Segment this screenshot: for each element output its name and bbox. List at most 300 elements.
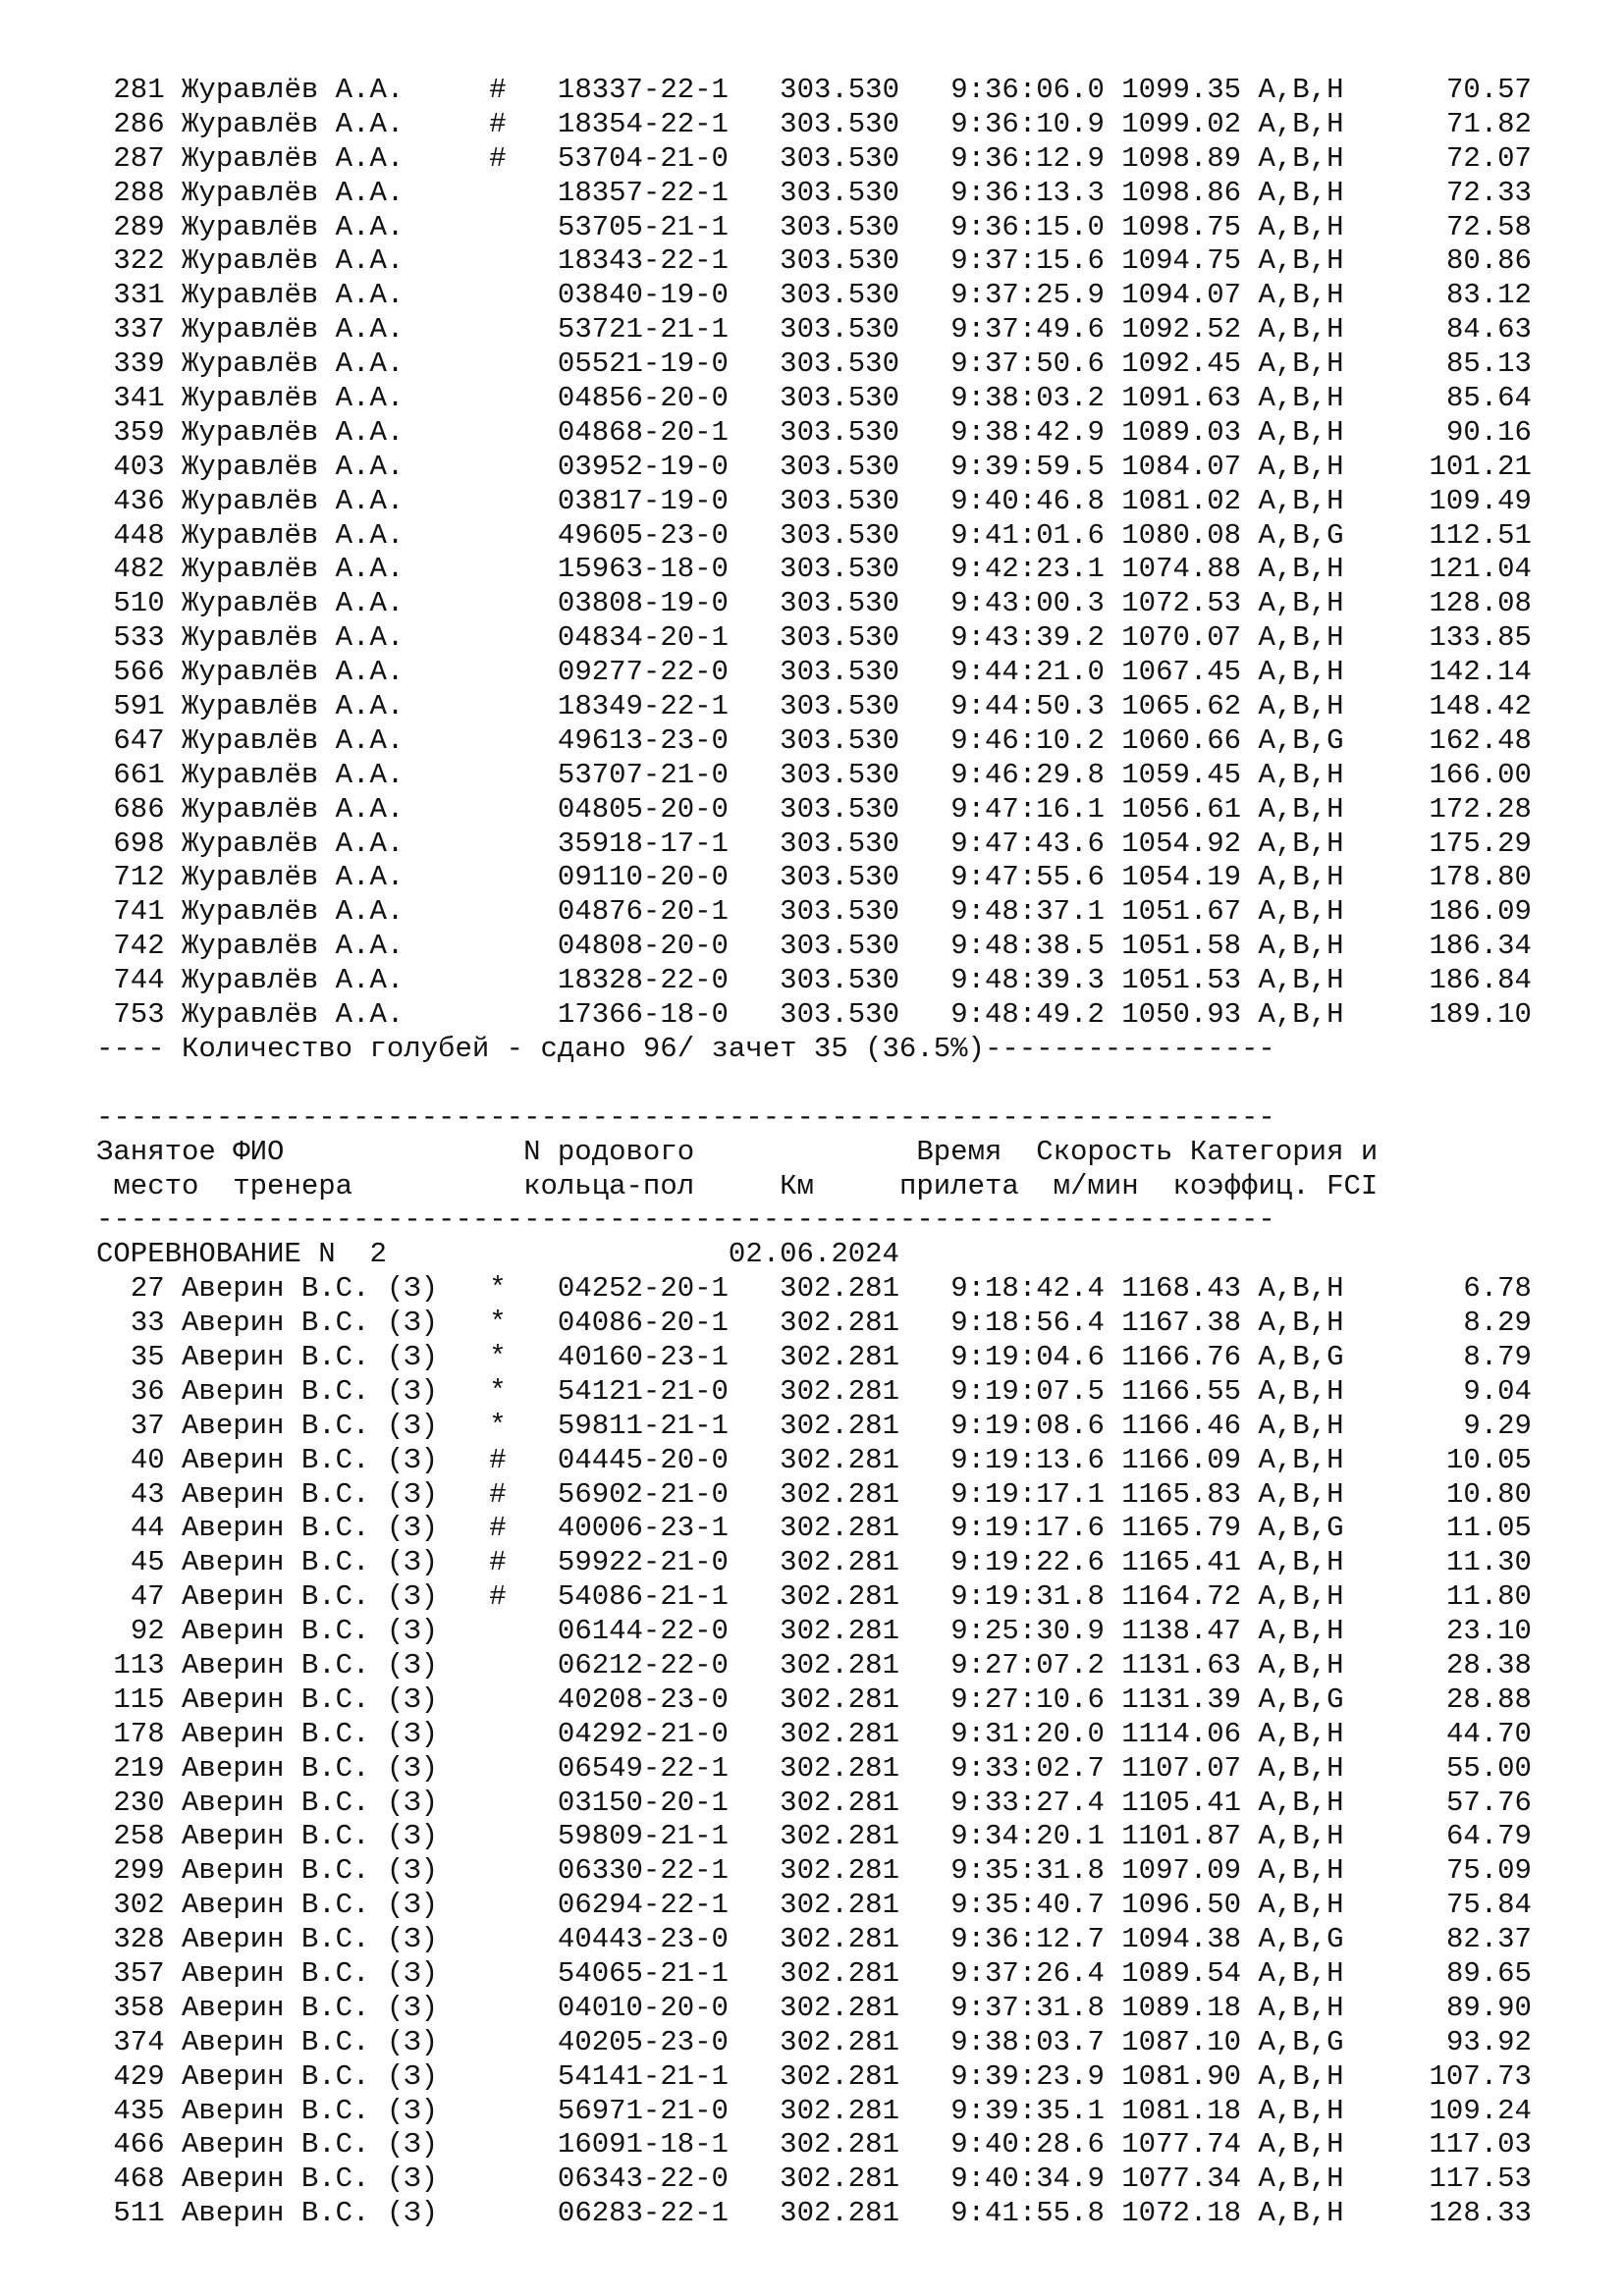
category-cell: A,B,H xyxy=(1258,107,1344,140)
header-name: ФИО xyxy=(233,1135,285,1168)
table-row xyxy=(96,1957,1608,1992)
place-cell: 359 xyxy=(113,415,165,449)
table-row xyxy=(96,244,1608,279)
table-row xyxy=(96,2197,1608,2231)
speed-cell: 1051.53 xyxy=(1121,964,1242,997)
category-cell: A,B,H xyxy=(1258,1580,1344,1614)
place-cell: 686 xyxy=(113,792,165,826)
category-cell: A,B,H xyxy=(1258,2163,1344,2196)
speed-cell: 1165.79 xyxy=(1121,1512,1242,1545)
name-cell: Аверин В.С. (З) xyxy=(182,1717,439,1750)
km-cell: 302.281 xyxy=(780,1409,899,1442)
table-row xyxy=(96,1820,1608,1854)
coefficient-cell: 8.29 xyxy=(1463,1307,1532,1340)
speed-cell: 1050.93 xyxy=(1121,998,1242,1032)
category-cell: A,B,H xyxy=(1258,1648,1344,1682)
speed-cell: 1165.83 xyxy=(1121,1477,1242,1511)
table-row xyxy=(96,587,1608,621)
time-cell: 9:37:25.9 xyxy=(950,279,1105,312)
km-cell: 302.281 xyxy=(780,1307,899,1340)
place-cell: 37 xyxy=(130,1409,165,1442)
category-cell: A,B,H xyxy=(1258,2094,1344,2127)
name-cell: Аверин В.С. (З) xyxy=(182,2059,439,2093)
time-cell: 9:37:49.6 xyxy=(950,313,1105,347)
table-header-line-1 xyxy=(96,1136,1608,1170)
ring-cell: 54065-21-1 xyxy=(557,1956,729,1990)
coefficient-cell: 101.21 xyxy=(1429,450,1532,483)
place-cell: 287 xyxy=(113,141,165,175)
place-cell: 698 xyxy=(113,827,165,860)
name-cell: Аверин В.С. (З) xyxy=(182,1786,439,1819)
ring-cell: 53705-21-1 xyxy=(557,210,729,243)
table-row xyxy=(96,1787,1608,1821)
time-cell: 9:38:03.7 xyxy=(950,2025,1105,2058)
ring-cell: 18328-22-0 xyxy=(557,964,729,997)
time-cell: 9:36:13.3 xyxy=(950,176,1105,209)
coefficient-cell: 148.42 xyxy=(1429,690,1532,723)
ring-cell: 59811-21-1 xyxy=(557,1409,729,1442)
time-cell: 9:39:59.5 xyxy=(950,450,1105,483)
category-cell: A,B,H xyxy=(1258,1889,1344,1922)
coefficient-cell: 11.80 xyxy=(1445,1580,1532,1614)
place-cell: 647 xyxy=(113,723,165,757)
name-cell: Аверин В.С. (З) xyxy=(182,1374,439,1408)
category-cell: A,B,G xyxy=(1258,1682,1344,1716)
time-cell: 9:35:40.7 xyxy=(950,1889,1105,1922)
coefficient-cell: 85.64 xyxy=(1445,382,1532,415)
header-ring-2: кольца-пол xyxy=(523,1169,695,1202)
km-cell: 303.530 xyxy=(780,587,899,620)
ring-cell: 53707-21-0 xyxy=(557,758,729,791)
coefficient-cell: 133.85 xyxy=(1429,621,1532,655)
category-cell: A,B,G xyxy=(1258,1923,1344,1956)
category-cell: A,B,H xyxy=(1258,2128,1344,2162)
mark-cell: # xyxy=(489,141,507,175)
category-cell: A,B,H xyxy=(1258,347,1344,381)
time-cell: 9:47:55.6 xyxy=(950,861,1105,894)
speed-cell: 1167.38 xyxy=(1121,1307,1242,1340)
table-row xyxy=(96,1923,1608,1957)
place-cell: 339 xyxy=(113,347,165,381)
ring-cell: 03840-19-0 xyxy=(557,279,729,312)
name-cell: Аверин В.С. (З) xyxy=(182,1443,439,1476)
ring-cell: 54121-21-0 xyxy=(557,1374,729,1408)
speed-cell: 1131.39 xyxy=(1121,1682,1242,1716)
category-cell: A,B,H xyxy=(1258,450,1344,483)
km-cell: 303.530 xyxy=(780,347,899,381)
time-cell: 9:48:37.1 xyxy=(950,895,1105,929)
place-cell: 466 xyxy=(113,2128,165,2162)
name-cell: Журавлёв А.А. xyxy=(182,930,405,963)
time-cell: 9:31:20.0 xyxy=(950,1717,1105,1750)
coefficient-cell: 109.49 xyxy=(1429,484,1532,517)
competition-number: 2 xyxy=(369,1238,387,1271)
ring-cell: 03808-19-0 xyxy=(557,587,729,620)
speed-cell: 1089.03 xyxy=(1121,415,1242,449)
table-row xyxy=(96,279,1608,313)
km-cell: 303.530 xyxy=(780,313,899,347)
km-cell: 303.530 xyxy=(780,998,899,1032)
header-place: Занятое xyxy=(96,1135,216,1168)
table-row xyxy=(96,998,1608,1033)
category-cell: A,B,H xyxy=(1258,1443,1344,1476)
speed-cell: 1077.74 xyxy=(1121,2128,1242,2162)
speed-cell: 1131.63 xyxy=(1121,1648,1242,1682)
coefficient-cell: 75.84 xyxy=(1445,1889,1532,1922)
speed-cell: 1105.41 xyxy=(1121,1786,1242,1819)
table-row xyxy=(96,2060,1608,2095)
km-cell: 302.281 xyxy=(780,1820,899,1853)
category-cell: A,B,H xyxy=(1258,1374,1344,1408)
time-cell: 9:19:17.1 xyxy=(950,1477,1105,1511)
mark-cell: * xyxy=(489,1307,507,1340)
competition-label: СОРЕВНОВАНИЕ N xyxy=(96,1238,336,1271)
speed-cell: 1091.63 xyxy=(1121,382,1242,415)
speed-cell: 1051.67 xyxy=(1121,895,1242,929)
table-row xyxy=(96,930,1608,964)
name-cell: Аверин В.С. (З) xyxy=(182,2197,439,2230)
ring-cell: 04086-20-1 xyxy=(557,1307,729,1340)
divider-bottom: --------------------------------------------------------------------- xyxy=(96,1203,1275,1237)
category-cell: A,B,H xyxy=(1258,141,1344,175)
speed-cell: 1077.34 xyxy=(1121,2163,1242,2196)
table-row xyxy=(96,1512,1608,1546)
time-cell: 9:48:39.3 xyxy=(950,964,1105,997)
coefficient-cell: 128.08 xyxy=(1429,587,1532,620)
table-row xyxy=(96,1580,1608,1615)
category-cell: A,B,H xyxy=(1258,1751,1344,1785)
coefficient-cell: 175.29 xyxy=(1429,827,1532,860)
speed-cell: 1107.07 xyxy=(1121,1751,1242,1785)
table-row xyxy=(96,1307,1608,1341)
coefficient-cell: 72.33 xyxy=(1445,176,1532,209)
time-cell: 9:37:15.6 xyxy=(950,244,1105,278)
header-time: Время xyxy=(916,1135,1002,1168)
mark-cell: * xyxy=(489,1272,507,1306)
km-cell: 303.530 xyxy=(780,723,899,757)
name-cell: Аверин В.С. (З) xyxy=(182,1751,439,1785)
coefficient-cell: 89.90 xyxy=(1445,1991,1532,2024)
category-cell: A,B,H xyxy=(1258,827,1344,860)
km-cell: 302.281 xyxy=(780,2094,899,2127)
table-row xyxy=(96,724,1608,759)
name-cell: Журавлёв А.А. xyxy=(182,415,405,449)
ring-cell: 18337-22-1 xyxy=(557,74,729,106)
coefficient-cell: 85.13 xyxy=(1445,347,1532,381)
speed-cell: 1087.10 xyxy=(1121,2025,1242,2058)
speed-cell: 1138.47 xyxy=(1121,1615,1242,1648)
coefficient-cell: 44.70 xyxy=(1445,1717,1532,1750)
mark-cell: * xyxy=(489,1340,507,1373)
category-cell: A,B,H xyxy=(1258,792,1344,826)
name-cell: Аверин В.С. (З) xyxy=(182,1546,439,1579)
km-cell: 302.281 xyxy=(780,1512,899,1545)
place-cell: 341 xyxy=(113,382,165,415)
table-row xyxy=(96,1649,1608,1683)
speed-cell: 1081.18 xyxy=(1121,2094,1242,2127)
coefficient-cell: 72.07 xyxy=(1445,141,1532,175)
time-cell: 9:41:55.8 xyxy=(950,2197,1105,2230)
ring-cell: 09110-20-0 xyxy=(557,861,729,894)
coefficient-cell: 89.65 xyxy=(1445,1956,1532,1990)
place-cell: 510 xyxy=(113,587,165,620)
km-cell: 302.281 xyxy=(780,1854,899,1888)
coefficient-cell: 83.12 xyxy=(1445,279,1532,312)
coefficient-cell: 112.51 xyxy=(1429,518,1532,552)
mark-cell: # xyxy=(489,1546,507,1579)
category-cell: A,B,H xyxy=(1258,2197,1344,2230)
km-cell: 303.530 xyxy=(780,792,899,826)
mark-cell: # xyxy=(489,74,507,106)
ring-cell: 18354-22-1 xyxy=(557,107,729,140)
category-cell: A,B,H xyxy=(1258,176,1344,209)
place-cell: 115 xyxy=(113,1682,165,1716)
table-row xyxy=(96,1375,1608,1410)
km-cell: 302.281 xyxy=(780,1717,899,1750)
table-row xyxy=(96,1854,1608,1889)
table-row xyxy=(96,451,1608,485)
km-cell: 303.530 xyxy=(780,210,899,243)
time-cell: 9:47:16.1 xyxy=(950,792,1105,826)
ring-cell: 04445-20-0 xyxy=(557,1443,729,1476)
time-cell: 9:40:46.8 xyxy=(950,484,1105,517)
place-cell: 92 xyxy=(130,1615,165,1648)
km-cell: 303.530 xyxy=(780,450,899,483)
ring-cell: 06343-22-0 xyxy=(557,2163,729,2196)
header-time-2: прилета xyxy=(898,1169,1019,1202)
coefficient-cell: 28.88 xyxy=(1445,1682,1532,1716)
ring-cell: 49613-23-0 xyxy=(557,723,729,757)
table-row xyxy=(96,2128,1608,2163)
speed-cell: 1092.52 xyxy=(1121,313,1242,347)
km-cell: 302.281 xyxy=(780,1889,899,1922)
km-cell: 303.530 xyxy=(780,827,899,860)
ring-cell: 04010-20-0 xyxy=(557,1991,729,2024)
km-cell: 303.530 xyxy=(780,656,899,689)
table-row xyxy=(96,1683,1608,1718)
name-cell: Журавлёв А.А. xyxy=(182,518,405,552)
category-cell: A,B,H xyxy=(1258,895,1344,929)
place-cell: 302 xyxy=(113,1889,165,1922)
category-cell: A,B,H xyxy=(1258,998,1344,1032)
ring-cell: 40006-23-1 xyxy=(557,1512,729,1545)
time-cell: 9:36:06.0 xyxy=(950,74,1105,106)
category-cell: A,B,H xyxy=(1258,210,1344,243)
speed-cell: 1097.09 xyxy=(1121,1854,1242,1888)
name-cell: Журавлёв А.А. xyxy=(182,553,405,586)
coefficient-cell: 72.58 xyxy=(1445,210,1532,243)
km-cell: 303.530 xyxy=(780,621,899,655)
time-cell: 9:27:10.6 xyxy=(950,1682,1105,1716)
coefficient-cell: 186.34 xyxy=(1429,930,1532,963)
table-row xyxy=(96,1444,1608,1478)
mark-cell: # xyxy=(489,107,507,140)
header-speed-2: м/мин xyxy=(1053,1169,1139,1202)
coefficient-cell: 55.00 xyxy=(1445,1751,1532,1785)
header-category: Категория и xyxy=(1189,1135,1379,1168)
table-row xyxy=(96,2026,1608,2060)
km-cell: 302.281 xyxy=(780,1374,899,1408)
km-cell: 302.281 xyxy=(780,1648,899,1682)
km-cell: 302.281 xyxy=(780,1443,899,1476)
category-cell: A,B,G xyxy=(1258,1340,1344,1373)
ring-cell: 56971-21-0 xyxy=(557,2094,729,2127)
name-cell: Аверин В.С. (З) xyxy=(182,1615,439,1648)
speed-cell: 1166.09 xyxy=(1121,1443,1242,1476)
speed-cell: 1059.45 xyxy=(1121,758,1242,791)
place-cell: 468 xyxy=(113,2163,165,2196)
time-cell: 9:38:42.9 xyxy=(950,415,1105,449)
name-cell: Журавлёв А.А. xyxy=(182,690,405,723)
place-cell: 328 xyxy=(113,1923,165,1956)
speed-cell: 1081.02 xyxy=(1121,484,1242,517)
time-cell: 9:48:49.2 xyxy=(950,998,1105,1032)
place-cell: 753 xyxy=(113,998,165,1032)
name-cell: Журавлёв А.А. xyxy=(182,964,405,997)
name-cell: Журавлёв А.А. xyxy=(182,279,405,312)
category-cell: A,B,H xyxy=(1258,1409,1344,1442)
place-cell: 35 xyxy=(130,1340,165,1373)
time-cell: 9:36:10.9 xyxy=(950,107,1105,140)
category-cell: A,B,H xyxy=(1258,484,1344,517)
time-cell: 9:33:27.4 xyxy=(950,1786,1105,1819)
section-2-results xyxy=(96,1272,1608,2231)
category-cell: A,B,G xyxy=(1258,1512,1344,1545)
time-cell: 9:41:01.6 xyxy=(950,518,1105,552)
time-cell: 9:37:50.6 xyxy=(950,347,1105,381)
time-cell: 9:34:20.1 xyxy=(950,1820,1105,1853)
time-cell: 9:35:31.8 xyxy=(950,1854,1105,1888)
name-cell: Журавлёв А.А. xyxy=(182,347,405,381)
mark-cell: # xyxy=(489,1443,507,1476)
coefficient-cell: 189.10 xyxy=(1429,998,1532,1032)
time-cell: 9:40:34.9 xyxy=(950,2163,1105,2196)
time-cell: 9:42:23.1 xyxy=(950,553,1105,586)
name-cell: Журавлёв А.А. xyxy=(182,141,405,175)
time-cell: 9:40:28.6 xyxy=(950,2128,1105,2162)
table-row xyxy=(96,211,1608,245)
table-row xyxy=(96,142,1608,177)
place-cell: 435 xyxy=(113,2094,165,2127)
km-cell: 302.281 xyxy=(780,1546,899,1579)
category-cell: A,B,H xyxy=(1258,861,1344,894)
ring-cell: 04292-21-0 xyxy=(557,1717,729,1750)
km-cell: 302.281 xyxy=(780,1991,899,2024)
table-row xyxy=(96,2163,1608,2197)
coefficient-cell: 9.29 xyxy=(1463,1409,1532,1442)
category-cell: A,B,G xyxy=(1258,518,1344,552)
coefficient-cell: 10.80 xyxy=(1445,1477,1532,1511)
divider-top: --------------------------------------------------------------------- xyxy=(96,1100,1275,1134)
speed-cell: 1168.43 xyxy=(1121,1272,1242,1306)
place-cell: 27 xyxy=(130,1272,165,1306)
km-cell: 302.281 xyxy=(780,2059,899,2093)
name-cell: Журавлёв А.А. xyxy=(182,450,405,483)
mark-cell: * xyxy=(489,1409,507,1442)
table-row xyxy=(96,177,1608,211)
table-row xyxy=(96,382,1608,416)
km-cell: 302.281 xyxy=(780,1272,899,1306)
ring-cell: 06549-22-1 xyxy=(557,1751,729,1785)
ring-cell: 17366-18-0 xyxy=(557,998,729,1032)
speed-cell: 1164.72 xyxy=(1121,1580,1242,1614)
header-name-2: тренера xyxy=(233,1169,353,1202)
speed-cell: 1072.18 xyxy=(1121,2197,1242,2230)
name-cell: Журавлёв А.А. xyxy=(182,621,405,655)
place-cell: 45 xyxy=(130,1546,165,1579)
mark-cell: * xyxy=(489,1374,507,1408)
table-header-line-2 xyxy=(96,1170,1608,1204)
speed-cell: 1081.90 xyxy=(1121,2059,1242,2093)
table-row xyxy=(96,1478,1608,1513)
time-cell: 9:18:42.4 xyxy=(950,1272,1105,1306)
time-cell: 9:25:30.9 xyxy=(950,1615,1105,1648)
table-row xyxy=(96,895,1608,930)
speed-cell: 1099.35 xyxy=(1121,74,1242,106)
ring-cell: 35918-17-1 xyxy=(557,827,729,860)
time-cell: 9:19:13.6 xyxy=(950,1443,1105,1476)
table-row xyxy=(96,690,1608,724)
name-cell: Аверин В.С. (З) xyxy=(182,2128,439,2162)
speed-cell: 1101.87 xyxy=(1121,1820,1242,1853)
name-cell: Аверин В.С. (З) xyxy=(182,1820,439,1853)
place-cell: 113 xyxy=(113,1648,165,1682)
table-row xyxy=(96,485,1608,519)
place-cell: 482 xyxy=(113,553,165,586)
time-cell: 9:46:10.2 xyxy=(950,723,1105,757)
km-cell: 303.530 xyxy=(780,415,899,449)
mark-cell: # xyxy=(489,1512,507,1545)
name-cell: Журавлёв А.А. xyxy=(182,244,405,278)
km-cell: 302.281 xyxy=(780,2197,899,2230)
place-cell: 258 xyxy=(113,1820,165,1853)
ring-cell: 40160-23-1 xyxy=(557,1340,729,1373)
category-cell: A,B,H xyxy=(1258,964,1344,997)
name-cell: Аверин В.С. (З) xyxy=(182,1477,439,1511)
speed-cell: 1166.55 xyxy=(1121,1374,1242,1408)
ring-cell: 59809-21-1 xyxy=(557,1820,729,1853)
speed-cell: 1094.38 xyxy=(1121,1923,1242,1956)
place-cell: 566 xyxy=(113,656,165,689)
category-cell: A,B,H xyxy=(1258,1820,1344,1853)
ring-cell: 04868-20-1 xyxy=(557,415,729,449)
ring-cell: 04876-20-1 xyxy=(557,895,729,929)
place-cell: 289 xyxy=(113,210,165,243)
table-row xyxy=(96,964,1608,998)
ring-cell: 06144-22-0 xyxy=(557,1615,729,1648)
time-cell: 9:48:38.5 xyxy=(950,930,1105,963)
place-cell: 712 xyxy=(113,861,165,894)
time-cell: 9:47:43.6 xyxy=(950,827,1105,860)
km-cell: 303.530 xyxy=(780,861,899,894)
speed-cell: 1098.75 xyxy=(1121,210,1242,243)
name-cell: Журавлёв А.А. xyxy=(182,74,405,106)
name-cell: Аверин В.С. (З) xyxy=(182,1307,439,1340)
category-cell: A,B,H xyxy=(1258,1272,1344,1306)
table-row xyxy=(96,2095,1608,2129)
name-cell: Журавлёв А.А. xyxy=(182,723,405,757)
category-cell: A,B,H xyxy=(1258,656,1344,689)
name-cell: Журавлёв А.А. xyxy=(182,313,405,347)
name-cell: Журавлёв А.А. xyxy=(182,827,405,860)
place-cell: 337 xyxy=(113,313,165,347)
category-cell: A,B,G xyxy=(1258,2025,1344,2058)
name-cell: Журавлёв А.А. xyxy=(182,792,405,826)
time-cell: 9:44:21.0 xyxy=(950,656,1105,689)
place-cell: 436 xyxy=(113,484,165,517)
speed-cell: 1096.50 xyxy=(1121,1889,1242,1922)
category-cell: A,B,H xyxy=(1258,1546,1344,1579)
